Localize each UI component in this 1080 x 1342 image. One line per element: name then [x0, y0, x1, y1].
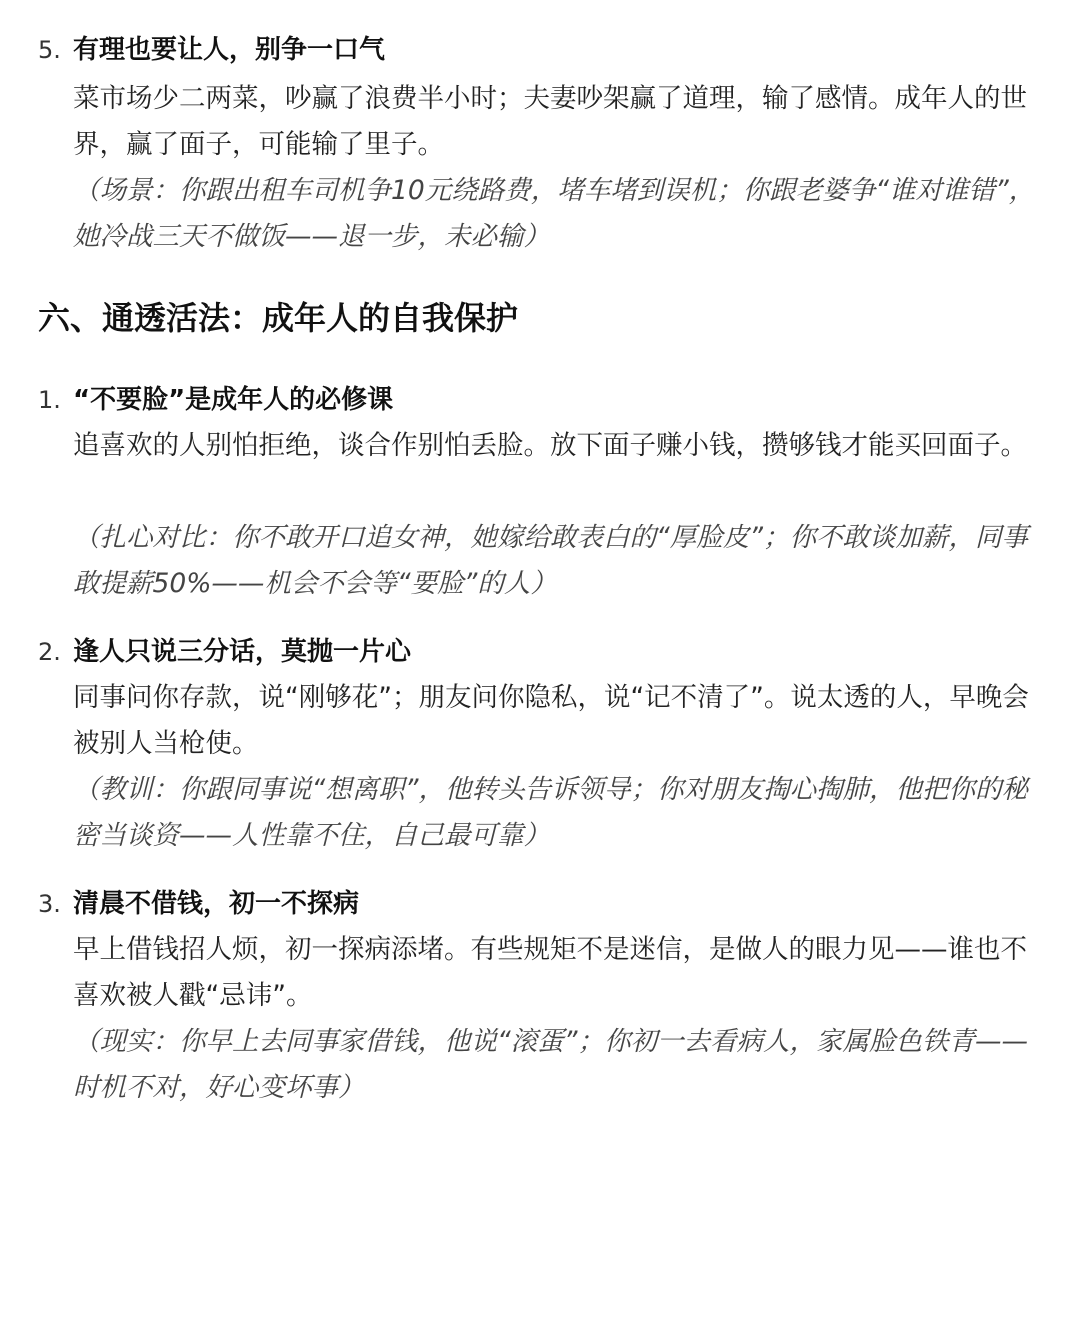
- list-item-body: 菜市场少二两菜，吵赢了浪费半小时；夫妻吵架赢了道理，输了感情。成年人的世界，赢了面子，可能输了里子。: [73, 83, 1027, 160]
- list-item-title: “不要脸”是成年人的必修课: [73, 385, 394, 415]
- list-item-body: 早上借钱招人烦，初一探病添堵。有些规矩不是迷信，是做人的眼力见——谁也不喜欢被人戳“忌讳”。: [73, 934, 1027, 1011]
- list-number: 3.: [38, 890, 61, 918]
- list-item-note: （现实：你早上去同事家借钱，他说“滚蛋”；你初一去看病人，家属脸色铁青——时机不对，好心变坏事）: [73, 1026, 1028, 1103]
- list-item-note: （扎心对比：你不敢开口追女神，她嫁给敢表白的“厚脸皮”；你不敢谈加薪，同事敢提薪50%——机会不会等“要脸”的人）: [73, 522, 1028, 599]
- list-item-body: 追喜欢的人别怕拒绝，谈合作别怕丢脸。放下面子赚小钱，攒够钱才能买回面子。: [73, 430, 1027, 461]
- list-item-body: 同事问你存款，说“刚够花”；朋友问你隐私，说“记不清了”。说太透的人，早晚会被别人当枪使。: [73, 682, 1029, 759]
- section-heading: 六、通透活法：成年人的自我保护: [38, 299, 519, 337]
- list-number: 1.: [38, 386, 61, 414]
- list-item-note: （教训：你跟同事说“想离职”，他转头告诉领导；你对朋友掏心掏肺，他把你的秘密当谈资——人性靠不住，自己最可靠）: [73, 774, 1028, 851]
- list-item-note: （场景：你跟出租车司机争10元绕路费，堵车堵到误机；你跟老婆争“谁对谁错”，她冷战三天不做饭——退一步，未必输）: [73, 175, 1036, 252]
- list-item-title: 有理也要让人，别争一口气: [73, 35, 386, 65]
- list-number: 5.: [38, 36, 61, 64]
- list-item-title: 清晨不借钱，初一不探病: [73, 889, 360, 919]
- list-number: 2.: [38, 638, 61, 666]
- list-item-title: 逢人只说三分话，莫抛一片心: [73, 637, 412, 667]
